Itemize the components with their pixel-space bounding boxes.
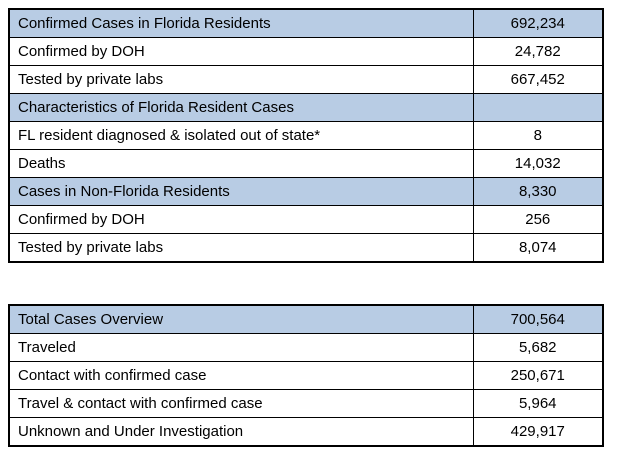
row-label: Total Cases Overview: [9, 305, 473, 334]
table-row: [9, 150, 603, 178]
table-row: [9, 390, 603, 418]
table-row: [9, 362, 603, 390]
row-value: 250,671: [473, 362, 603, 390]
row-label: Unknown and Under Investigation: [9, 418, 473, 447]
table-row: [9, 38, 603, 66]
row-label: FL resident diagnosed & isolated out of state*: [9, 122, 473, 150]
row-label: Deaths: [9, 150, 473, 178]
row-value: 8: [473, 122, 603, 150]
row-label: Cases in Non-Florida Residents: [9, 178, 473, 206]
row-value: 24,782: [473, 38, 603, 66]
row-value: 667,452: [473, 66, 603, 94]
row-value: 256: [473, 206, 603, 234]
row-label: Traveled: [9, 334, 473, 362]
row-value: 5,964: [473, 390, 603, 418]
row-value: 14,032: [473, 150, 603, 178]
florida-resident-cases-table: [8, 8, 604, 263]
table-section-header-row: [9, 178, 603, 206]
row-value: 692,234: [473, 9, 603, 38]
row-label: Confirmed by DOH: [9, 206, 473, 234]
row-label: Characteristics of Florida Resident Cases: [9, 94, 473, 122]
row-label: Travel & contact with confirmed case: [9, 390, 473, 418]
row-value: 5,682: [473, 334, 603, 362]
table-row: [9, 122, 603, 150]
row-label: Confirmed by DOH: [9, 38, 473, 66]
table-section-header-row: [9, 94, 603, 122]
table-row: [9, 334, 603, 362]
table-section-header-row: [9, 9, 603, 38]
row-label: Tested by private labs: [9, 234, 473, 263]
table-row: [9, 418, 603, 447]
row-value: 8,074: [473, 234, 603, 263]
row-value: 429,917: [473, 418, 603, 447]
row-label: Contact with confirmed case: [9, 362, 473, 390]
table-row: [9, 66, 603, 94]
table-section-header-row: [9, 305, 603, 334]
row-label: Confirmed Cases in Florida Residents: [9, 9, 473, 38]
total-cases-overview-table: [8, 304, 604, 447]
row-value: [473, 94, 603, 122]
table-row: [9, 234, 603, 263]
row-value: 700,564: [473, 305, 603, 334]
row-label: Tested by private labs: [9, 66, 473, 94]
row-value: 8,330: [473, 178, 603, 206]
table-row: [9, 206, 603, 234]
